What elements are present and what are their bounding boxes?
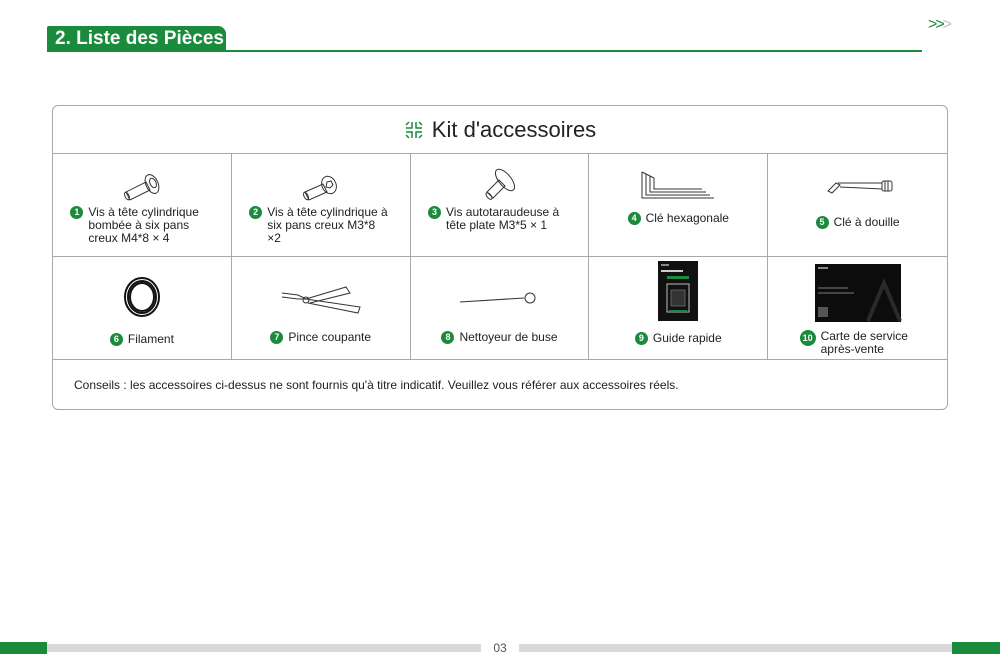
accessory-caption — [53, 333, 231, 346]
filament-coil-icon — [53, 271, 231, 323]
accessory-label: Vis à tête cylindrique bombée à six pans creux M4*8 × 4 — [88, 205, 199, 245]
accessory-item-10 — [768, 257, 947, 360]
panel-title — [53, 106, 947, 154]
tips-note: Conseils : les accessoires ci-dessus ne sont fournis qu'à titre indicatif. Veuillez vous référer aux accessoires réels. — [74, 378, 679, 392]
accessory-caption — [411, 331, 589, 344]
accessory-caption — [768, 216, 947, 229]
accessory-item-3 — [411, 154, 590, 257]
socket-wrench-icon — [768, 162, 947, 214]
accessory-caption — [53, 206, 231, 245]
item-number-badge: 6 — [110, 333, 123, 346]
accessory-caption — [232, 331, 410, 344]
accessory-grid — [53, 154, 947, 360]
page-footer — [0, 642, 1000, 654]
footer-bar-right-accent — [952, 642, 1000, 654]
accessory-caption — [589, 332, 767, 345]
accessory-label: Clé à douille — [833, 215, 900, 229]
item-number-badge: 5 — [816, 216, 829, 229]
accessory-caption — [411, 206, 589, 232]
item-number-badge: 7 — [270, 331, 283, 344]
item-number-badge: 3 — [428, 206, 441, 219]
item-number-badge: 2 — [249, 206, 262, 219]
service-card-icon — [768, 267, 947, 319]
footer-bar-left — [47, 644, 481, 652]
quick-guide-icon — [589, 265, 767, 317]
footer-bar-left-accent — [0, 642, 47, 654]
accessory-item-1 — [53, 154, 232, 257]
header-underline — [226, 50, 922, 52]
item-number-badge: 4 — [628, 212, 641, 225]
item-number-badge: 10 — [800, 330, 816, 346]
accessory-item-7 — [232, 257, 411, 360]
footer-bar-right — [519, 644, 952, 652]
accessory-label: Pince coupante — [288, 330, 372, 344]
accessory-label: Vis autotaraudeuse à tête plate M3*5 × 1 — [445, 205, 560, 232]
nozzle-cleaner-icon — [411, 273, 589, 325]
hex-key-icon — [589, 162, 767, 214]
accessory-item-4 — [589, 154, 768, 257]
panel-title-text: Kit d'accessoires — [431, 116, 597, 142]
accessory-item-6 — [53, 257, 232, 360]
accessory-label: Filament — [127, 332, 174, 346]
accessory-caption — [589, 212, 767, 225]
accessory-label: Carte de service après-vente — [820, 329, 908, 356]
accessory-label: Clé hexagonale — [645, 211, 729, 225]
item-number-badge: 1 — [70, 206, 83, 219]
section-header — [47, 16, 950, 52]
accessory-item-9 — [589, 257, 768, 360]
chevrons-right-icon: >>> — [927, 16, 950, 33]
accessory-label: Nettoyeur de buse — [459, 330, 558, 344]
accessory-item-8 — [411, 257, 590, 360]
page-number: 03 — [493, 641, 507, 655]
accessory-label: Vis à tête cylindrique à six pans creux M3*8 ×2 — [267, 205, 388, 245]
wire-cutter-icon — [232, 273, 410, 325]
kit-icon — [404, 120, 424, 140]
section-title: 2. Liste des Pièces — [47, 26, 226, 52]
accessory-item-5 — [768, 154, 947, 257]
accessory-kit-panel — [52, 105, 948, 410]
accessory-item-2 — [232, 154, 411, 257]
item-number-badge: 8 — [441, 331, 454, 344]
accessory-caption — [768, 330, 947, 356]
accessory-label: Guide rapide — [652, 331, 722, 345]
accessory-caption — [232, 206, 410, 245]
item-number-badge: 9 — [635, 332, 648, 345]
